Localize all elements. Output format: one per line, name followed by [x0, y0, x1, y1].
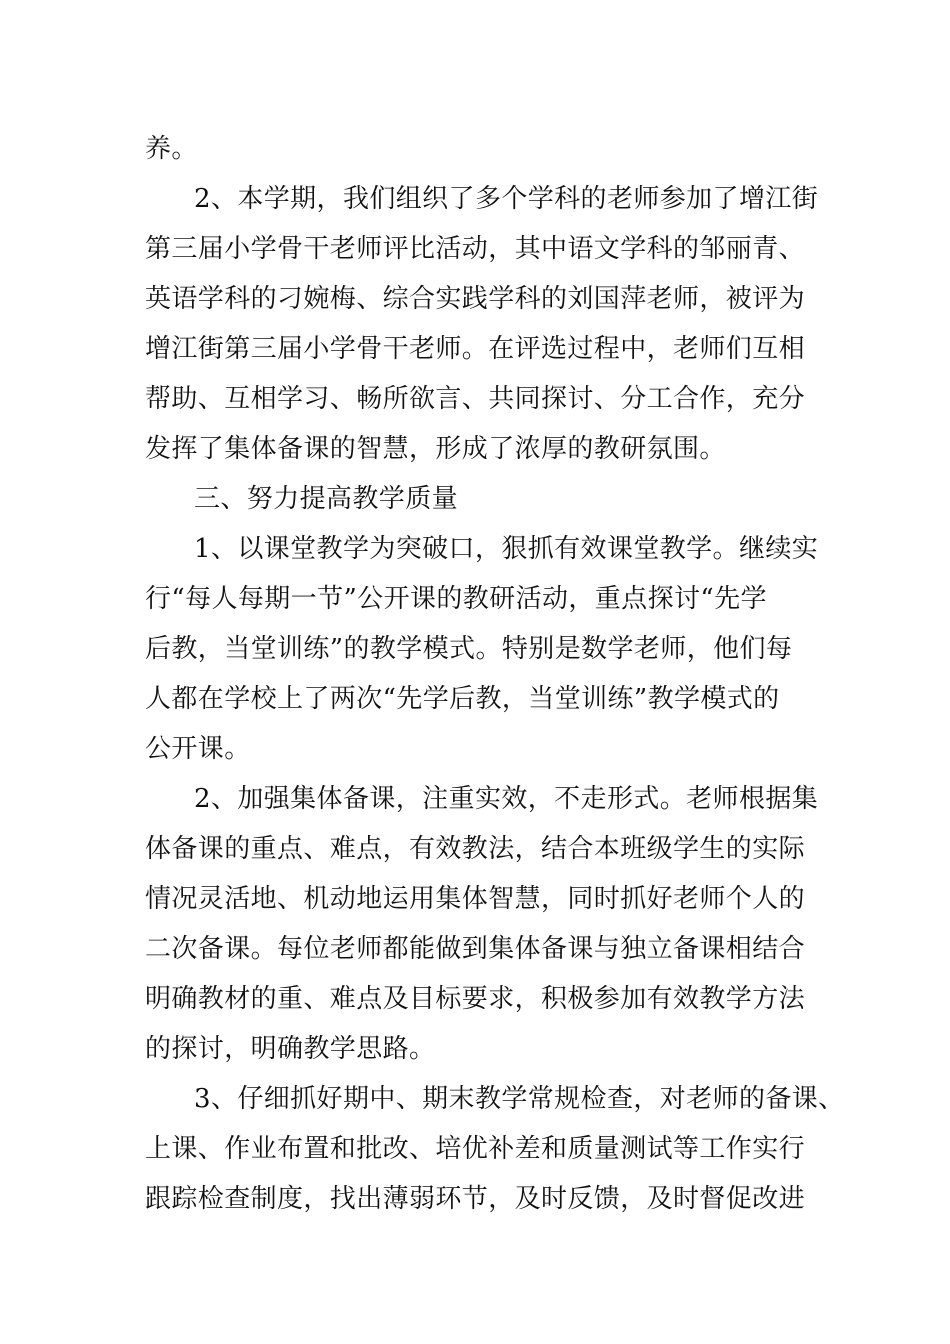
text-line: 明确教材的重、难点及目标要求，积极参加有效教学方法	[145, 984, 806, 1014]
text-line: 2、加强集体备课，注重实效，不走形式。老师根据集	[194, 784, 819, 814]
text-line: 2、本学期，我们组织了多个学科的老师参加了增江街	[194, 184, 819, 214]
text-line: 体备课的重点、难点，有效教法，结合本班级学生的实际	[145, 834, 806, 864]
text-line: 英语学科的刁婉梅、综合实践学科的刘国萍老师，被评为	[145, 284, 806, 314]
text-line: 养。	[145, 134, 198, 164]
text-line: 3、仔细抓好期中、期末教学常规检查，对老师的备课、	[194, 1084, 845, 1114]
text-line: 二次备课。每位老师都能做到集体备课与独立备课相结合	[145, 934, 806, 964]
text-line: 的探讨，明确教学思路。	[145, 1034, 436, 1064]
text-line: 发挥了集体备课的智慧，形成了浓厚的教研氛围。	[145, 434, 726, 464]
text-line: 上课、作业布置和批改、培优补差和质量测试等工作实行	[145, 1134, 806, 1164]
text-line: 第三届小学骨干老师评比活动，其中语文学科的邹丽青、	[145, 234, 806, 264]
text-line: 增江街第三届小学骨干老师。在评选过程中，老师们互相	[145, 334, 806, 364]
text-line: 跟踪检查制度，找出薄弱环节，及时反馈，及时督促改进	[145, 1184, 806, 1214]
text-line: 行“每人每期一节”公开课的教研活动，重点探讨“先学	[145, 584, 767, 614]
text-line: 公开课。	[145, 734, 251, 764]
text-line: 人都在学校上了两次“先学后教，当堂训练”教学模式的	[145, 684, 780, 714]
text-line: 1、以课堂教学为突破口，狠抓有效课堂教学。继续实	[194, 534, 819, 564]
text-line: 情况灵活地、机动地运用集体智慧，同时抓好老师个人的	[145, 884, 806, 914]
section-heading: 三、努力提高教学质量	[194, 484, 459, 514]
text-line: 后教，当堂训练”的教学模式。特别是数学老师，他们每	[145, 634, 793, 664]
text-line: 帮助、互相学习、畅所欲言、共同探讨、分工合作，充分	[145, 384, 806, 414]
